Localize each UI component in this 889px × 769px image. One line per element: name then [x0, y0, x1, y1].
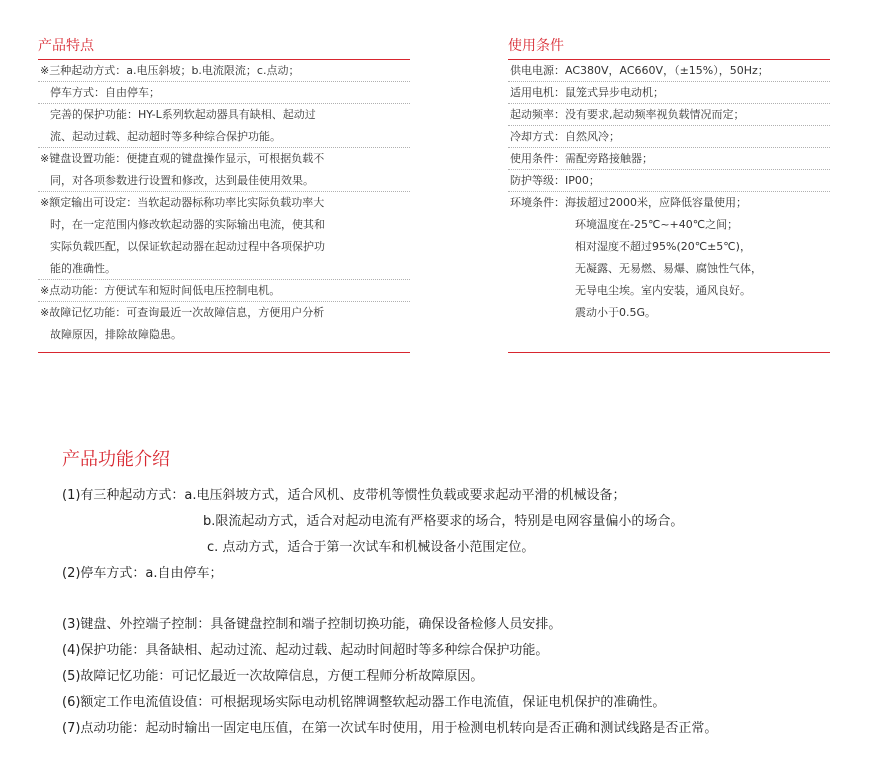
feature-line: ※故障记忆功能：可查询最近一次故障信息，方便用户分析 — [40, 306, 325, 319]
function-line-1c: c. 点动方式，适合于第一次试车和机械设备小范围定位。 — [207, 540, 535, 555]
condition-line: 使用条件：需配旁路接触器； — [508, 148, 830, 170]
function-line-3: (3)键盘、外控端子控制：具备键盘控制和端子控制切换功能，确保设备检修人员安排。 — [62, 617, 562, 632]
conditions-list — [508, 60, 830, 324]
feature-line: ※点动功能：方便试车和短时间低电压控制电机。 — [38, 280, 410, 302]
feature-line: 完善的保护功能：HY-L系列软起动器具有缺相、起动过 — [50, 108, 316, 121]
feature-line: 实际负载匹配，以保证软起动器在起动过程中各项保护功 — [50, 240, 325, 253]
condition-line: 环境温度在-25℃~+40℃之间； — [575, 218, 739, 231]
condition-line: 冷却方式：自然风冷； — [508, 126, 830, 148]
condition-line: 相对湿度不超过95%(20℃±5℃)， — [575, 240, 751, 253]
feature-line: ※三种起动方式：a.电压斜坡；b.电流限流；c.点动； — [38, 60, 410, 82]
condition-line: 环境条件：海拔超过2000米，应降低容量使用； — [510, 196, 747, 209]
feature-line: 同，对各项参数进行设置和修改，达到最佳使用效果。 — [38, 170, 410, 192]
feature-line: 流、起动过载、起动超时等多种综合保护功能。 — [38, 126, 410, 148]
feature-line: ※键盘设置功能：便捷直观的键盘操作显示，可根据负载不 — [40, 152, 325, 165]
condition-line: 适用电机：鼠笼式异步电动机； — [508, 82, 830, 104]
functions-title: 产品功能介绍 — [62, 449, 170, 470]
feature-line: 时，在一定范围内修改软起动器的实际输出电流，使其和 — [50, 218, 325, 231]
feature-line: 停车方式：自由停车； — [38, 82, 410, 104]
function-line-2: (2)停车方式：a.自由停车； — [62, 566, 223, 581]
features-list — [38, 60, 410, 346]
feature-line: ※额定输出可设定：当软起动器标称功率比实际负载功率大 — [40, 196, 325, 209]
features-title: 产品特点 — [38, 38, 94, 54]
condition-line: 无导电尘埃。室内安装，通风良好。 — [575, 284, 751, 297]
feature-line: 故障原因，排除故障隐患。 — [50, 328, 182, 341]
condition-line: 起动频率：没有要求,起动频率视负载情况而定； — [508, 104, 830, 126]
condition-line: 供电电源：AC380V，AC660V，（±15%），50Hz； — [508, 60, 830, 82]
function-line-5: (5)故障记忆功能：可记忆最近一次故障信息，方便工程师分析故障原因。 — [62, 669, 484, 684]
conditions-bottom-rule — [508, 352, 830, 353]
function-line-4: (4)保护功能：具备缺相、起动过流、起动过载、起动时间超时等多种综合保护功能。 — [62, 643, 549, 658]
features-bottom-rule — [38, 352, 410, 353]
condition-line: 震动小于0.5G。 — [575, 306, 657, 319]
feature-line: 能的准确性。 — [38, 258, 410, 280]
function-line-1: (1)有三种起动方式：a.电压斜坡方式，适合风机、皮带机等惯性负载或要求起动平滑的机械设备； — [62, 488, 626, 503]
conditions-title: 使用条件 — [508, 38, 564, 54]
function-line-1b: b.限流起动方式，适合对起动电流有严格要求的场合，特别是电网容量偏小的场合。 — [203, 514, 684, 529]
condition-line: 无凝露、无易燃、易爆、腐蚀性气体， — [575, 262, 762, 275]
condition-line: 防护等级：IP00； — [508, 170, 830, 192]
function-line-7: (7)点动功能：起动时输出一固定电压值，在第一次试车时使用，用于检测电机转向是否正确和测试线路是否正常。 — [62, 721, 718, 736]
function-line-6: (6)额定工作电流值设值：可根据现场实际电动机铭牌调整软起动器工作电流值，保证电机保护的准确性。 — [62, 695, 666, 710]
